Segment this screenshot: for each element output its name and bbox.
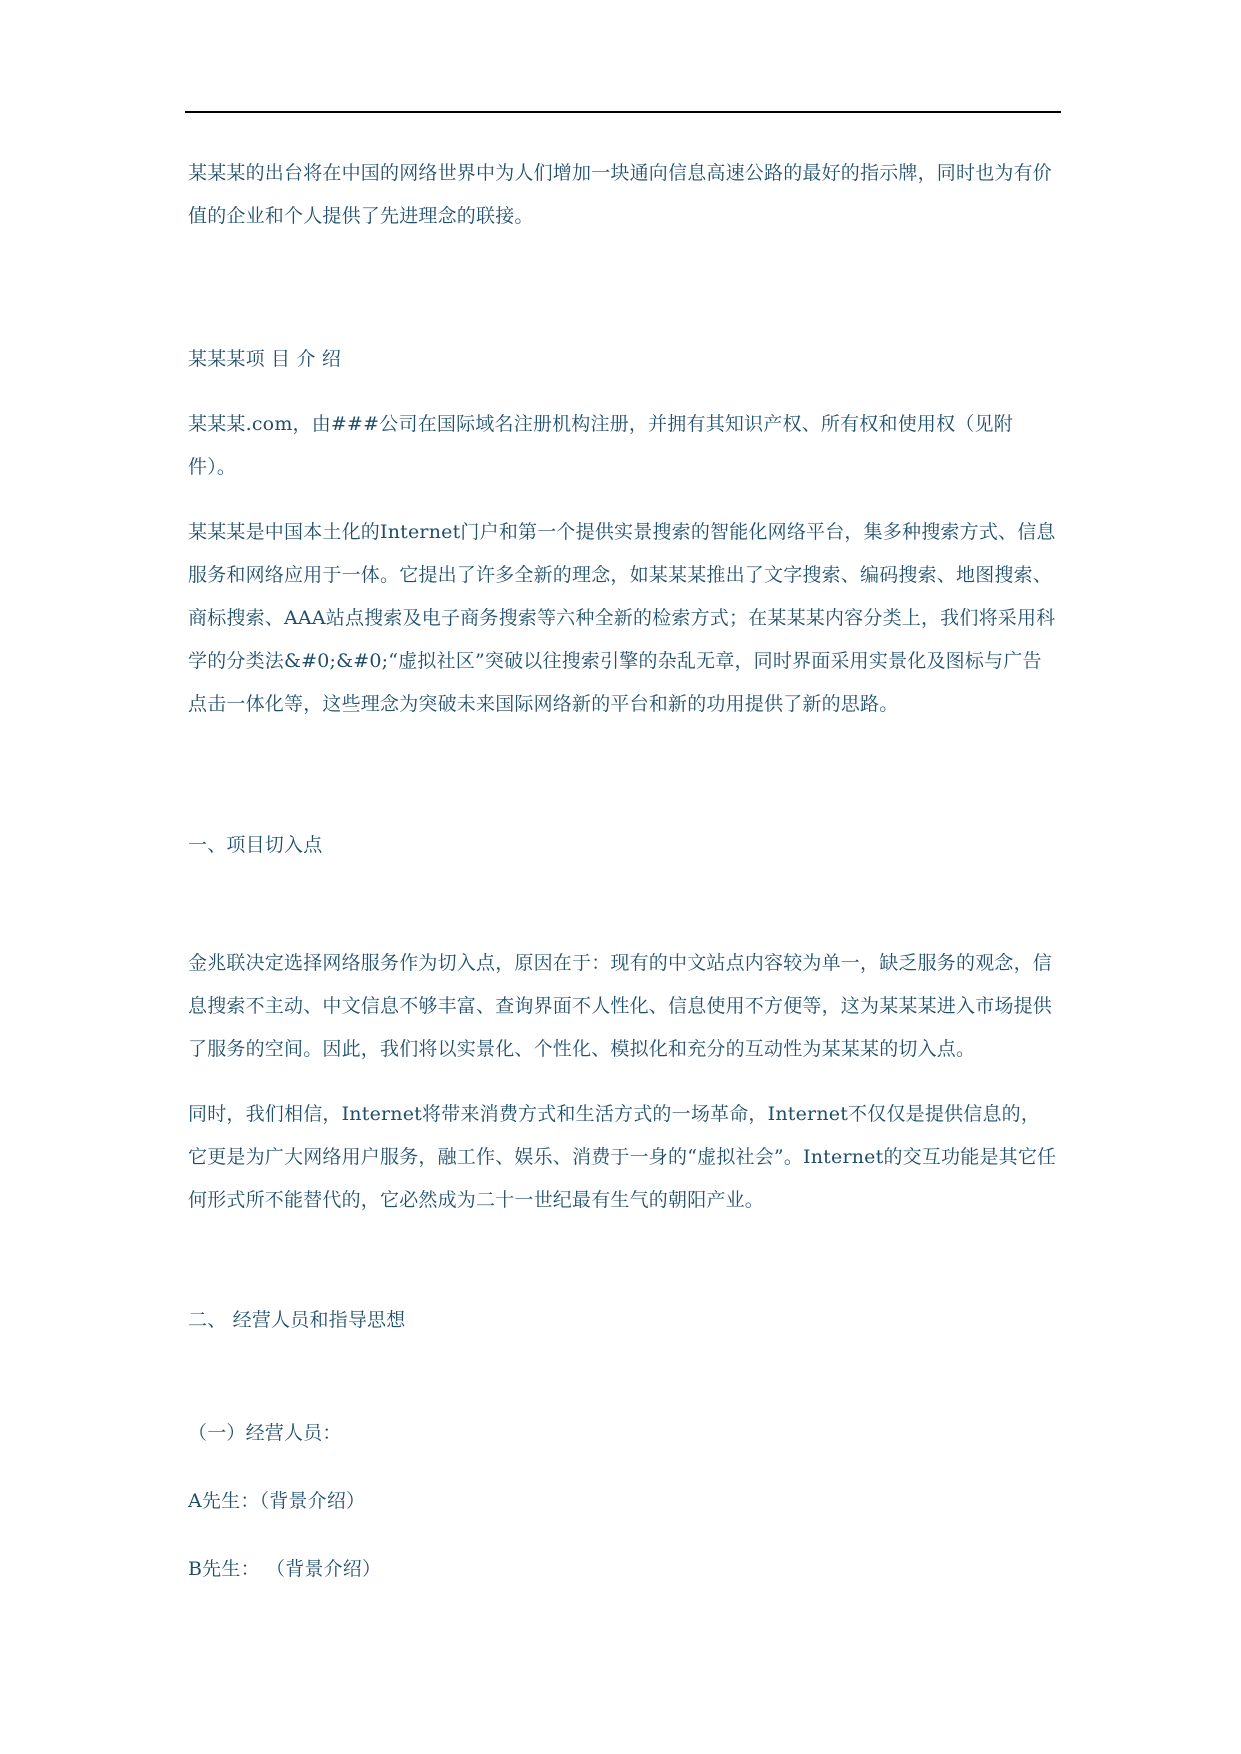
- heading-staff-guidance: 二、 经营人员和指导思想: [188, 1309, 406, 1331]
- document-body: [188, 152, 1058, 1591]
- project-intro-title: 某某某项 目 介 绍: [188, 348, 342, 370]
- domain-paragraph: 某某某.com，由###公司在国际域名注册机构注册，并拥有其知识产权、所有权和使用权（见附件）。: [188, 413, 1013, 478]
- header-rule: [185, 111, 1061, 113]
- entry-point-paragraph: 金兆联决定选择网络服务作为切入点，原因在于：现有的中文站点内容较为单一，缺乏服务的观念，信息搜索不主动、中文信息不够丰富、查询界面不人性化、信息使用不方便等，这为某某某进入市场提供了服务的空间。因此，我们将以实景化、个性化、模拟化和充分的互动性为某某某的切入点。: [188, 952, 1053, 1060]
- person-b-line: B先生： （背景介绍）: [188, 1558, 382, 1580]
- subheading-staff: （一）经营人员：: [188, 1422, 342, 1444]
- internet-paragraph: 同时，我们相信，Internet将带来消费方式和生活方式的一场革命，Internet不仅仅是提供信息的，它更是为广大网络用户服务，融工作、娱乐、消费于一身的“虚拟社会”。Internet的交互功能是其它任何形式所不能替代的，它必然成为二十一世纪最有生气的朝阳产业。: [188, 1103, 1057, 1211]
- intro-paragraph: 某某某的出台将在中国的网络世界中为人们增加一块通向信息高速公路的最好的指示牌，同时也为有价值的企业和个人提供了先进理念的联接。: [188, 162, 1053, 227]
- heading-entry-point: 一、项目切入点: [188, 834, 323, 856]
- overview-paragraph: 某某某是中国本土化的Internet门户和第一个提供实景搜索的智能化网络平台，集多种搜索方式、信息服务和网络应用于一体。它提出了许多全新的理念，如某某某推出了文字搜索、编码搜索、地图搜索、商标搜索、AAA站点搜索及电子商务搜索等六种全新的检索方式；在某某某内容分类上，我们将采用科学的分类法&#0;&#0;“虚拟社区”突破以往搜索引擎的杂乱无章，同时界面采用实景化及图标与广告点击一体化等，这些理念为突破未来国际网络新的平台和新的功用提供了新的思路。: [188, 521, 1056, 715]
- person-a-line: A先生：（背景介绍）: [188, 1490, 366, 1512]
